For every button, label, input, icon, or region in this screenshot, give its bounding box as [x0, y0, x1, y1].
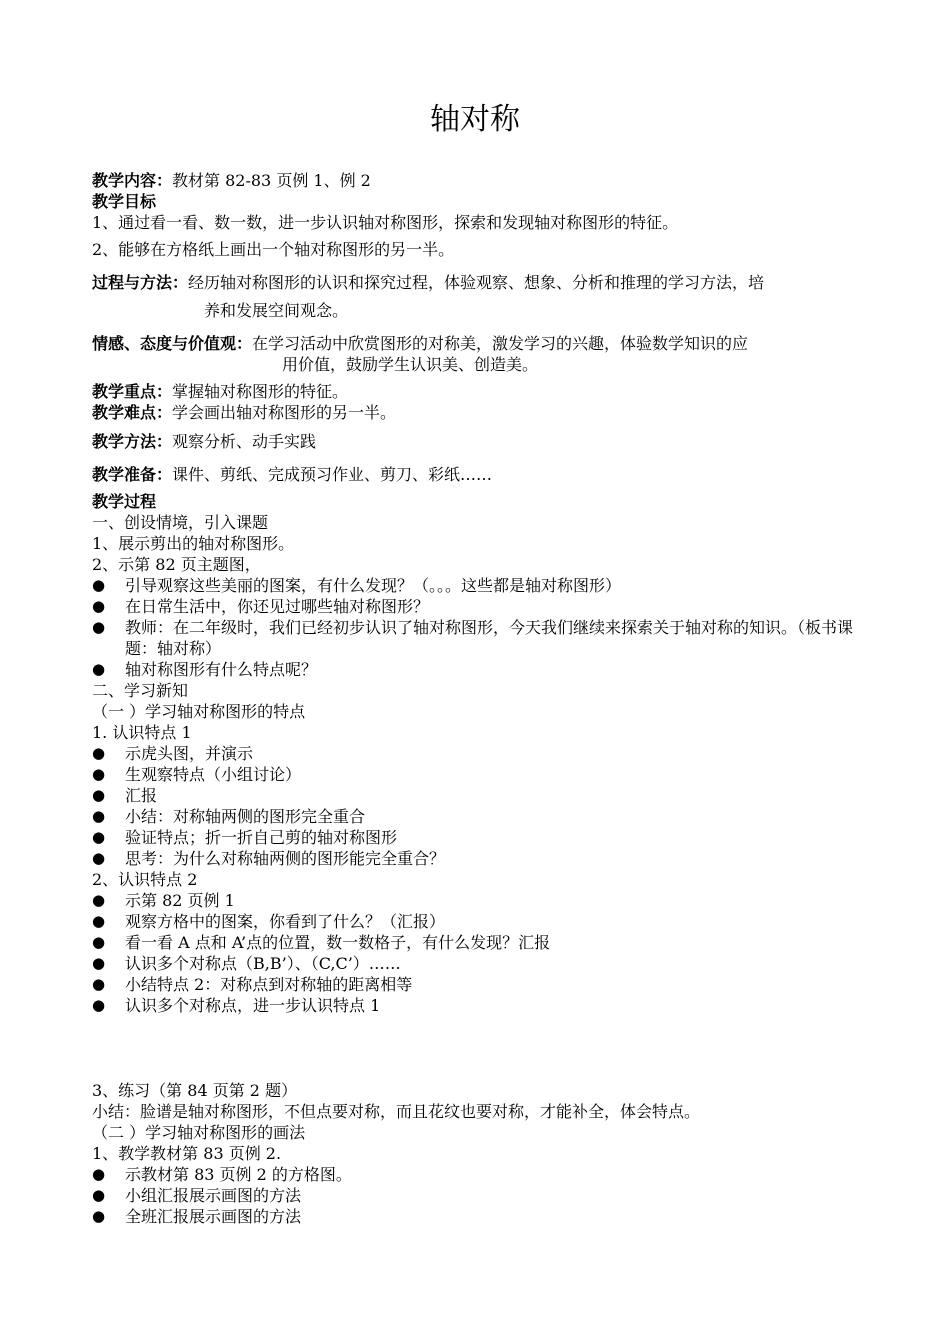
part1-step-1: 1、展示剪出的轴对称图形。 [92, 534, 295, 553]
bullet-icon: ● [92, 975, 106, 993]
teaching-content-row [92, 170, 862, 191]
list-item: ● 在日常生活中，你还见过哪些轴对称图形？ [92, 597, 430, 616]
teaching-process-heading: 教学过程 [92, 492, 157, 511]
feature2-heading: 2、认识特点 2 [92, 870, 198, 889]
goal-item-2: 2、能够在方格纸上画出一个轴对称图形的另一半。 [92, 240, 455, 259]
list-item: ● 看一看 A 点和 A’点的位置，数一数格子，有什么发现？汇报 [92, 933, 551, 952]
list-item: ● 引导观察这些美丽的图案，有什么发现？（。。。这些都是轴对称图形） [92, 576, 622, 595]
emotion-row [92, 333, 862, 354]
list-item: ● 思考：为什么对称轴两侧的图形能完全重合？ [92, 849, 446, 868]
bullet-icon: ● [92, 849, 106, 867]
difficulty-text: 学会画出轴对称图形的另一半。 [172, 403, 397, 422]
bullet-icon: ● [92, 744, 106, 762]
list-item: ● 认识多个对称点（B,B’）、（C,C’）…… [92, 954, 401, 973]
bullet-icon: ● [92, 954, 106, 972]
emotion-block [92, 333, 862, 375]
list-item: ● 全班汇报展示画图的方法 [92, 1207, 302, 1226]
part2-sub1-heading: （一 ）学习轴对称图形的特点 [92, 702, 306, 721]
list-item: ● 小结特点 2：对称点到对称轴的距离相等 [92, 975, 413, 994]
bullet-icon: ● [92, 891, 106, 909]
process-method-block [92, 272, 862, 321]
bullet-icon: ● [92, 576, 106, 594]
preparation-label: 教学准备： [92, 465, 173, 484]
method-row [92, 431, 862, 452]
process-method-row [92, 272, 862, 293]
process-method-text-2: 养和发展空间观念。 [204, 301, 349, 320]
preparation-text: 课件、剪纸、完成预习作业、剪刀、彩纸…… [172, 465, 493, 484]
key-point-text: 掌握轴对称图形的特征。 [172, 382, 349, 401]
emotion-label: 情感、态度与价值观： [92, 334, 253, 353]
bullet-icon: ● [92, 828, 106, 846]
difficulty-label: 教学难点： [92, 403, 173, 422]
list-item: ● 生观察特点（小组讨论） [92, 765, 302, 784]
bullet-icon: ● [92, 786, 106, 804]
part1-heading: 一、创设情境，引入课题 [92, 513, 269, 532]
bullet-icon: ● [92, 1165, 106, 1183]
goal-item-1: 1、通过看一看、数一数，进一步认识轴对称图形，探索和发现轴对称图形的特征。 [92, 213, 679, 232]
practice-summary: 小结：脸谱是轴对称图形，不但点要对称，而且花纹也要对称，才能补全，体会特点。 [92, 1102, 701, 1121]
bullet-icon: ● [92, 597, 106, 615]
practice-heading: 3、练习（第 84 页第 2 题） [92, 1081, 298, 1100]
teaching-content-text: 教材第 82-83 页例 1、例 2 [172, 171, 371, 190]
bullet-icon: ● [92, 996, 106, 1014]
document-body [92, 170, 862, 1227]
method-label: 教学方法： [92, 432, 173, 451]
list-item: ● 小结：对称轴两侧的图形完全重合 [92, 807, 366, 826]
emotion-text-1: 在学习活动中欣赏图形的对称美，激发学习的兴趣，体验数学知识的应 [252, 334, 749, 353]
preparation-row [92, 464, 862, 485]
bullet-icon: ● [92, 765, 106, 783]
list-item: ● 汇报 [92, 786, 158, 805]
method-text: 观察分析、动手实践 [172, 432, 317, 451]
list-item: ● 观察方格中的图案，你看到了什么？（汇报） [92, 912, 446, 931]
part1-step-2: 2、示第 82 页主题图， [92, 555, 261, 574]
teaching-goals-heading: 教学目标 [92, 192, 157, 211]
process-method-label: 过程与方法： [92, 273, 189, 292]
key-point-row [92, 381, 862, 402]
blank-space [92, 1016, 862, 1080]
teaching-content-label: 教学内容： [92, 171, 173, 190]
bullet-icon: ● [92, 660, 106, 678]
list-item: ● 教师：在二年级时，我们已经初步认识了轴对称图形，今天我们继续来探索关于轴对称的知识。（板书课题：轴对称） [92, 618, 854, 658]
part2-sub2-heading: （二 ）学习轴对称图形的画法 [92, 1123, 306, 1142]
bullet-icon: ● [92, 933, 106, 951]
feature1-heading: 1. 认识特点 1 [92, 723, 192, 742]
difficulty-row [92, 402, 862, 423]
bullet-icon: ● [92, 807, 106, 825]
list-item: ● 验证特点；折一折自己剪的轴对称图形 [92, 828, 398, 847]
list-item: ● 示教材第 83 页例 2 的方格图。 [92, 1165, 352, 1184]
list-item: ● 认识多个对称点，进一步认识特点 1 [92, 996, 381, 1015]
list-item: ● 示第 82 页例 1 [92, 891, 235, 910]
key-point-label: 教学重点： [92, 382, 173, 401]
draw-step-heading: 1、教学教材第 83 页例 2. [92, 1144, 282, 1163]
process-method-text-1: 经历轴对称图形的认识和探究过程，体验观察、想象、分析和推理的学习方法，培 [188, 273, 765, 292]
bullet-icon: ● [92, 912, 106, 930]
bullet-icon: ● [92, 1186, 106, 1204]
bullet-icon: ● [92, 1207, 106, 1225]
bullet-icon: ● [92, 618, 106, 636]
list-item: ● 轴对称图形有什么特点呢？ [92, 660, 318, 679]
document-title: 轴对称 [430, 102, 520, 137]
list-item: ● 示虎头图，并演示 [92, 744, 254, 763]
list-item: ● 小组汇报展示画图的方法 [92, 1186, 302, 1205]
part2-heading: 二、学习新知 [92, 681, 189, 700]
emotion-text-2: 用价值，鼓励学生认识美、创造美。 [282, 355, 539, 374]
